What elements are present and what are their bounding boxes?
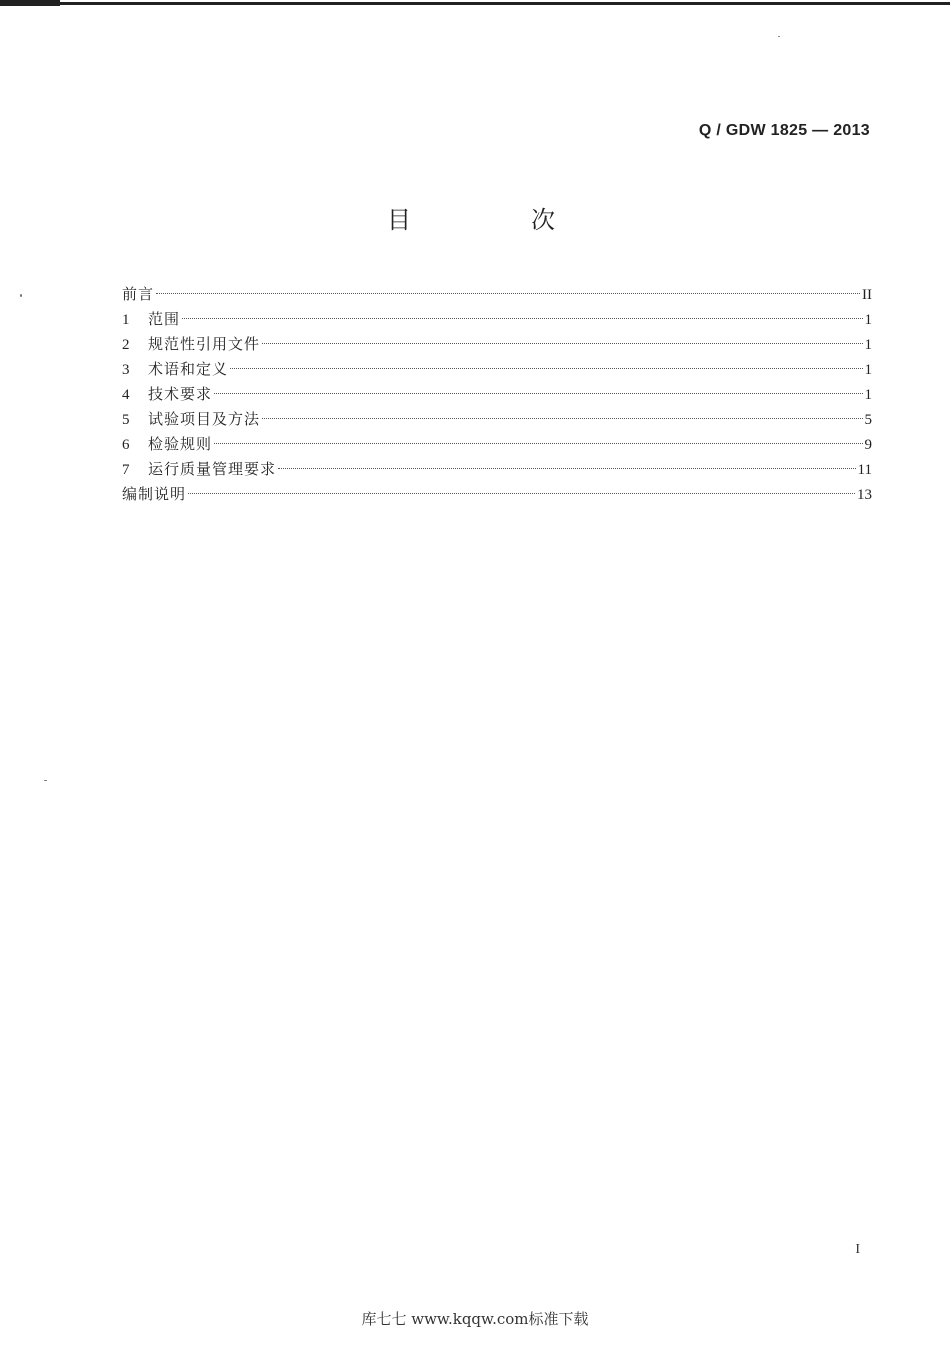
- toc-entry-label: 编制说明: [122, 485, 187, 503]
- toc-entry-label: 技术要求: [148, 385, 213, 403]
- toc-entry-number: 4: [122, 387, 130, 403]
- scan-speck: [44, 780, 47, 781]
- toc-dot-leader: [230, 368, 862, 369]
- toc-dot-leader: [214, 443, 862, 444]
- toc-entry-number: 3: [122, 362, 130, 378]
- toc-entry-number: 2: [122, 337, 130, 353]
- toc-entry-label: 术语和定义: [148, 360, 229, 378]
- toc-entry-page: 9: [864, 437, 872, 453]
- toc-entry-page: 1: [864, 337, 872, 353]
- toc-entry-label: 规范性引用文件: [148, 335, 261, 353]
- toc-entry-number: 1: [122, 312, 130, 328]
- footer-watermark: 库七七 www.kqqw.com标准下载: [361, 1310, 589, 1328]
- scan-speck: [20, 294, 22, 297]
- page-number: I: [855, 1242, 860, 1257]
- toc-entry-page: 5: [864, 412, 872, 428]
- toc-entry-page: II: [862, 287, 872, 303]
- document-code: Q / GDW 1825 — 2013: [698, 122, 870, 139]
- toc-entry-number: 5: [122, 412, 130, 428]
- toc-entry-page: 1: [864, 387, 872, 403]
- top-border-rule: [0, 2, 950, 5]
- toc-dot-leader: [262, 418, 862, 419]
- toc-entry-number: 6: [122, 437, 130, 453]
- toc-entry-page: 1: [864, 362, 872, 378]
- toc-dot-leader: [262, 343, 862, 344]
- toc-entry-page: 1: [864, 312, 872, 328]
- toc-entry-scope[interactable]: [122, 307, 872, 332]
- toc-entry-inspection-rules[interactable]: [122, 432, 872, 457]
- scan-speck: [778, 36, 780, 37]
- toc-entry-label: 运行质量管理要求: [148, 460, 277, 478]
- toc-entry-label: 试验项目及方法: [148, 410, 261, 428]
- toc-entry-number: 7: [122, 462, 130, 478]
- toc-dot-leader: [188, 493, 855, 494]
- toc-entry-foreword[interactable]: [122, 282, 872, 307]
- toc-dot-leader: [182, 318, 862, 319]
- toc-entry-test-methods[interactable]: [122, 407, 872, 432]
- toc-dot-leader: [278, 468, 856, 469]
- toc-title: 目 次: [387, 206, 603, 234]
- toc-entry-page: 13: [857, 487, 872, 503]
- toc-entry-terms-definitions[interactable]: [122, 357, 872, 382]
- toc-entry-label: 检验规则: [148, 435, 213, 453]
- toc-dot-leader: [156, 293, 860, 294]
- table-of-contents: [122, 282, 872, 507]
- toc-dot-leader: [214, 393, 862, 394]
- toc-entry-label: 范围: [148, 310, 181, 328]
- top-border-rule-thick: [0, 0, 60, 6]
- toc-entry-explanation[interactable]: [122, 482, 872, 507]
- toc-entry-label: 前言: [122, 285, 155, 303]
- toc-entry-quality-management[interactable]: [122, 457, 872, 482]
- toc-entry-page: 11: [857, 462, 872, 478]
- toc-entry-normative-references[interactable]: [122, 332, 872, 357]
- toc-entry-technical-requirements[interactable]: [122, 382, 872, 407]
